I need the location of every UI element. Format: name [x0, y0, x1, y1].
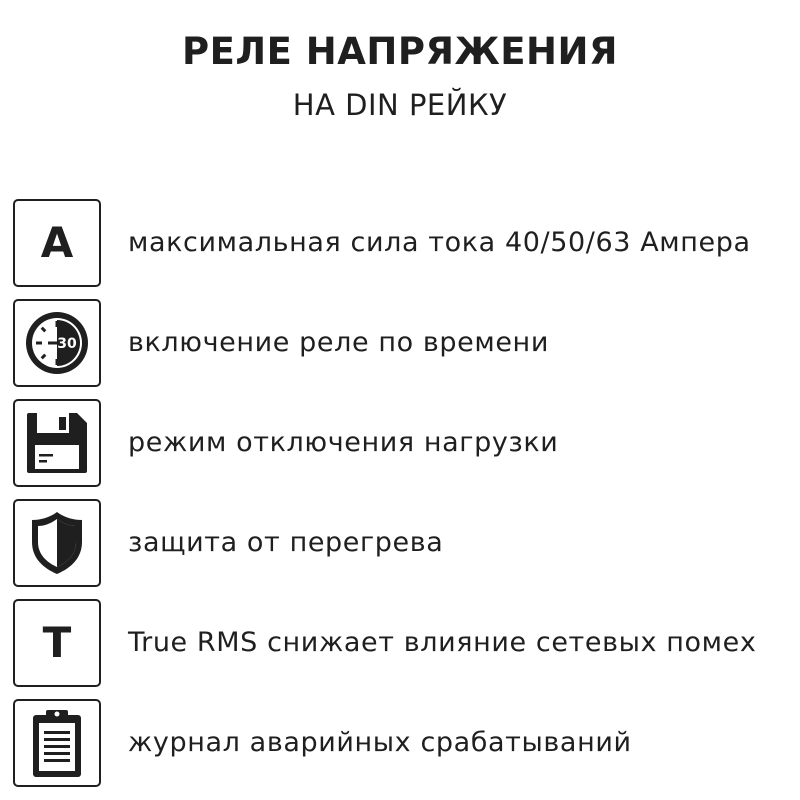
clipboard-icon-graphic: [27, 707, 87, 779]
timer-icon-number: 30: [57, 336, 77, 352]
feature-label: максимальная сила тока 40/50/63 Ампера: [128, 227, 751, 258]
letter-a-icon: [13, 199, 101, 287]
shield-icon-graphic: [27, 508, 87, 578]
letter-t-icon-glyph: T: [42, 618, 72, 667]
feature-list: [13, 199, 793, 799]
clipboard-icon: [13, 699, 101, 787]
shield-icon: [13, 499, 101, 587]
letter-t-icon: [13, 599, 101, 687]
letter-a-icon-glyph: A: [40, 218, 74, 267]
feature-label: журнал аварийных срабатываний: [128, 727, 632, 758]
feature-label: True RMS снижает влияние сетевых помех: [128, 627, 757, 658]
feature-item-timer: [13, 299, 793, 387]
page-subtitle: НА DIN РЕЙКУ: [292, 88, 508, 122]
feature-label: режим отключения нагрузки: [128, 427, 559, 458]
feature-item-max-current: [13, 199, 793, 287]
floppy-disk-icon-graphic: [23, 409, 91, 477]
feature-item-load-off-mode: [13, 399, 793, 487]
feature-label: включение реле по времени: [128, 327, 549, 358]
timer-icon: [13, 299, 101, 387]
floppy-disk-icon: [13, 399, 101, 487]
timer-icon-graphic: [22, 308, 92, 378]
feature-item-true-rms: [13, 599, 793, 687]
feature-item-event-log: [13, 699, 793, 787]
feature-label: защита от перегрева: [128, 527, 444, 558]
feature-item-overheat-protection: [13, 499, 793, 587]
page-title: РЕЛЕ НАПРЯЖЕНИЯ: [182, 30, 618, 73]
